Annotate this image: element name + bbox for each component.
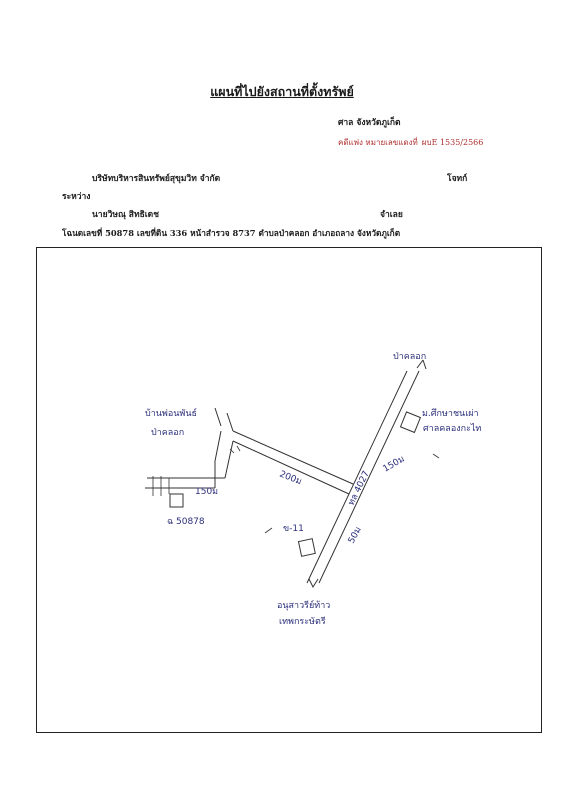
village-label: บ้านพ่อนพันธ์ bbox=[145, 409, 197, 419]
side-road-bottom-edge bbox=[233, 441, 349, 494]
plaintiff-name: บริษัทบริหารสินทรัพย์สุขุมวิท จำกัด bbox=[92, 174, 221, 184]
map-frame bbox=[36, 247, 542, 733]
distance-150-right-label: 150ม bbox=[381, 454, 407, 475]
road-dash bbox=[265, 528, 272, 533]
parcel-label: ฉ 50878 bbox=[167, 517, 205, 527]
case-number: ผบE 1535/2566 bbox=[421, 138, 484, 147]
plaintiff-role: โจทก์ bbox=[447, 174, 468, 184]
road-name-label: ทล 4027 bbox=[346, 469, 373, 508]
defendant-role: จำเลย bbox=[380, 210, 403, 220]
north-place-label: ป่าคลอก bbox=[393, 352, 427, 362]
hand-drawn-map bbox=[37, 248, 541, 732]
parcel-lane bbox=[145, 431, 233, 488]
marker-label: ข-11 bbox=[283, 524, 304, 534]
parcel-box bbox=[170, 494, 183, 507]
village-road bbox=[215, 408, 233, 431]
court-name: ศาล จังหวัดภูเก็ต bbox=[338, 118, 401, 128]
deed-description: โฉนดเลขที่ 50878 เลขที่ดิน 336 หน้าสำรวจ 8737 ตำบลป่าคลอก อำเภอถลาง จังหวัดภูเก็ต bbox=[62, 228, 401, 238]
south-place-label-1: อนุสาวรีย์ท้าว bbox=[277, 601, 331, 611]
school-label: ม.ศึกษาชนเผ่า bbox=[422, 409, 479, 419]
south-arrow-icon bbox=[309, 579, 318, 587]
distance-200-label: 200ม bbox=[277, 469, 304, 488]
document-title: แผนที่ไปยังสถานที่ตั้งทรัพย์ bbox=[210, 84, 354, 99]
village-area-label: ป่าคลอก bbox=[151, 428, 185, 438]
case-label: คดีแพ่ง หมายเลขแดงที่ bbox=[338, 138, 418, 147]
case-number-line bbox=[338, 139, 483, 147]
marker-building bbox=[298, 539, 315, 557]
highway-left-edge bbox=[307, 371, 407, 583]
lane-ticks bbox=[153, 476, 169, 496]
defendant-name: นายวิษณุ สิทธิเดช bbox=[92, 210, 159, 220]
small-mark bbox=[433, 454, 439, 458]
school-area-label: ศาลคลองกะไท bbox=[423, 424, 482, 434]
between-label: ระหว่าง bbox=[62, 192, 91, 202]
distance-50-label: 50ม bbox=[346, 525, 364, 546]
south-place-label-2: เทพกระษัตรี bbox=[279, 617, 326, 627]
school-building bbox=[401, 412, 421, 432]
distance-150-left-label: 150ม bbox=[195, 487, 219, 497]
